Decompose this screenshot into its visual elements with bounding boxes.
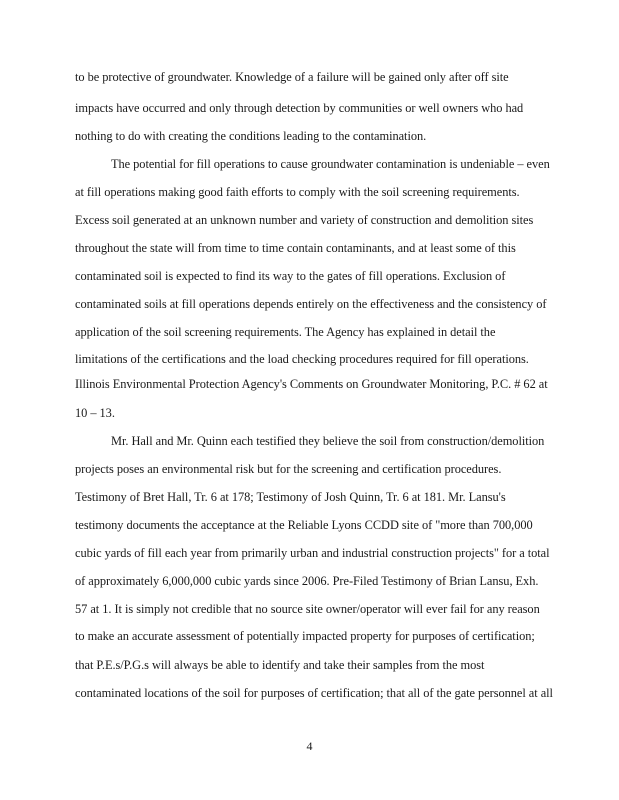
body-line-18: cubic yards of fill each year from primarily urban and industrial construction projects" for a total <box>75 546 550 560</box>
body-line-23: contaminated locations of the soil for purposes of certification; that all of the gate personnel at all <box>75 686 553 700</box>
body-line-17: testimony documents the acceptance at the Reliable Lyons CCDD site of "more than 700,000 <box>75 518 533 532</box>
body-line-13: 10 – 13. <box>75 406 115 420</box>
body-line-6: Excess soil generated at an unknown number and variety of construction and demolition sites <box>75 213 534 227</box>
body-line-3: nothing to do with creating the conditions leading to the contamination. <box>75 129 427 143</box>
body-line-11: limitations of the certifications and the load checking procedures required for fill operations. <box>75 352 529 366</box>
body-line-5: at fill operations making good faith efforts to comply with the soil screening requirements. <box>75 185 520 199</box>
body-line-21: to make an accurate assessment of potentially impacted property for purposes of certification; <box>75 629 535 643</box>
body-line-15: projects poses an environmental risk but for the screening and certification procedures. <box>75 462 502 476</box>
body-line-2: impacts have occurred and only through detection by communities or well owners who had <box>75 101 524 115</box>
body-line-7: throughout the state will from time to time contain contaminants, and at least some of this <box>75 241 516 255</box>
body-line-4: The potential for fill operations to cause groundwater contamination is undeniable – even <box>111 157 550 171</box>
body-line-9: contaminated soils at fill operations depends entirely on the effectiveness and the consistency of <box>75 297 547 311</box>
page-number: 4 <box>306 739 313 753</box>
body-line-22: that P.E.s/P.G.s will always be able to identify and take their samples from the most <box>75 658 485 672</box>
body-line-8: contaminated soil is expected to find its way to the gates of fill operations. Exclusion of <box>75 269 506 283</box>
body-line-14: Mr. Hall and Mr. Quinn each testified they believe the soil from construction/demolition <box>111 434 545 448</box>
body-line-1: to be protective of groundwater. Knowledge of a failure will be gained only after off site <box>75 70 509 84</box>
body-line-12: Illinois Environmental Protection Agency's Comments on Groundwater Monitoring, P.C. # 62 at <box>75 377 548 391</box>
body-line-16: Testimony of Bret Hall, Tr. 6 at 178; Testimony of Josh Quinn, Tr. 6 at 181. Mr. Lansu's <box>75 490 506 504</box>
body-line-10: application of the soil screening requirements. The Agency has explained in detail the <box>75 325 496 339</box>
body-line-20: 57 at 1. It is simply not credible that no source site owner/operator will ever fail for any reason <box>75 602 540 616</box>
body-line-19: of approximately 6,000,000 cubic yards since 2006. Pre-Filed Testimony of Brian Lansu, Exh. <box>75 574 539 588</box>
